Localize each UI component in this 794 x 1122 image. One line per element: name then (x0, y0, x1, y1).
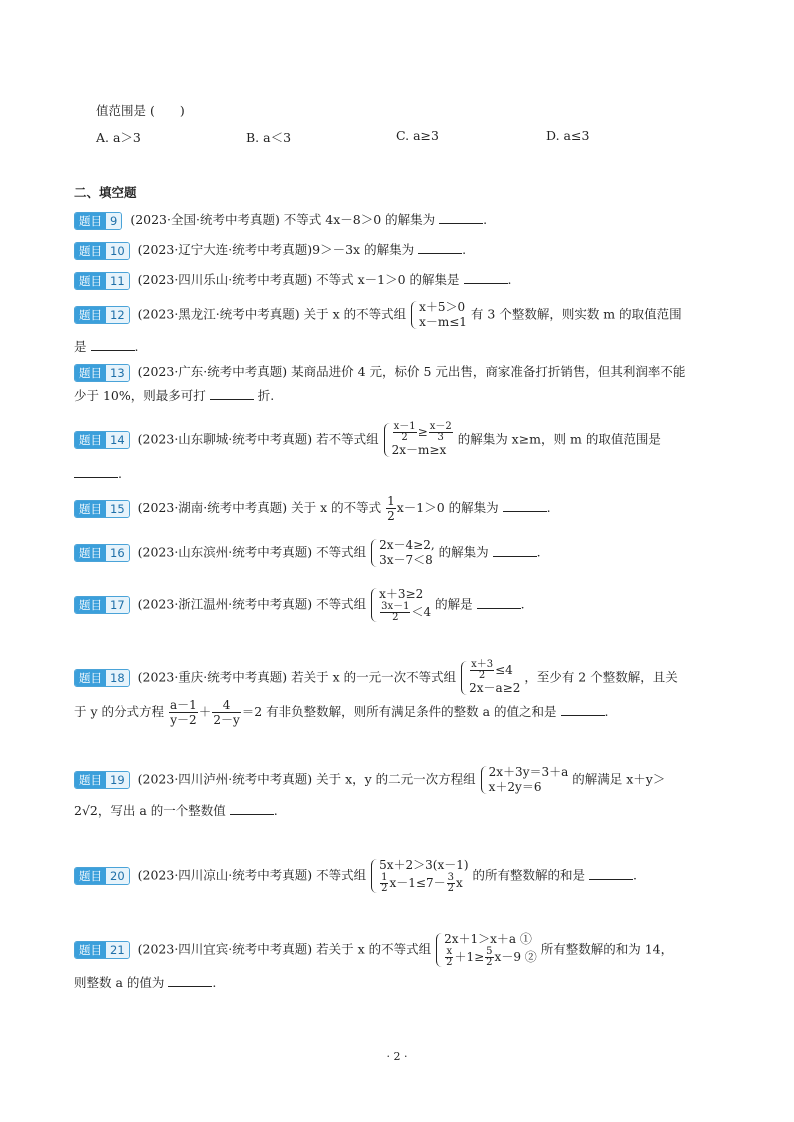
problem-14: 题目 14 (2023·山东聊城·统考中考真题) 若不等式组 $\frac{x-1}{2}$ ≥ $\frac{x-2}{3}$ 2x－m≥x 的解集为 x≥m，则 m 的取值范围是 (74, 422, 661, 458)
fraction-half: $\frac{1}{2}$ (387, 494, 395, 523)
problem-tag: 题目 18 (74, 669, 130, 687)
answer-blank[interactable] (230, 800, 274, 815)
answer-blank[interactable] (168, 972, 212, 987)
fraction: $\frac{a-1}{y-2}$ (170, 698, 197, 727)
answer-blank[interactable] (464, 269, 508, 284)
problem-tag: 题目 11 (74, 272, 130, 290)
option-d: D. a≤3 (546, 128, 590, 143)
answer-blank[interactable] (418, 239, 462, 254)
question-stem-end: 值范围是 ( ) (96, 103, 185, 118)
inequality-system: 2x＋1＞x＋a ① $\frac{x}{2}$ ＋1≥ $\frac{5}{2}$ x－9 ② (435, 932, 537, 968)
problem-tag: 题目 13 (74, 364, 130, 382)
problem-tag: 题目 10 (74, 242, 130, 260)
answer-blank[interactable] (561, 701, 605, 716)
problem-9: 题目 9 (2023·全国·统考中考真题) 不等式 4x－8＞0 的解集为 . (74, 209, 487, 230)
problem-tag: 题目 20 (74, 867, 130, 885)
problem-tag: 题目 17 (74, 596, 130, 614)
problem-13: 题目 13 (2023·广东·统考中考真题) 某商品进价 4 元，标价 5 元出售，商家准备打折销售，但其利润率不能 (74, 363, 685, 382)
problem-tag: 题目 12 (74, 306, 130, 324)
inequality-system: x＋3≥2 $\frac{3x-1}{2}$ ＜4 (370, 587, 431, 623)
answer-blank[interactable] (210, 385, 254, 400)
options-row (96, 128, 656, 146)
problem-11: 题目 11 (2023·四川乐山·统考中考真题) 不等式 x－1＞0 的解集是 . (74, 269, 511, 290)
option-a: A. a＞3 (96, 130, 141, 145)
problem-19: 题目 19 (2023·四川泸州·统考中考真题) 关于 x，y 的二元一次方程组 2x＋3y＝3＋a x＋2y＝6 的解满足 x＋y＞ (74, 765, 665, 795)
problem-17: 题目 17 (2023·浙江温州·统考中考真题) 不等式组 x＋3≥2 $\frac{3x-1}{2}$ ＜4 的解是 . (74, 587, 525, 623)
problem-12: 题目 12 (2023·黑龙江·统考中考真题) 关于 x 的不等式组 x＋5＞0 x－m≤1 有 3 个整数解，则实数 m 的取值范围 (74, 300, 682, 330)
problem-19-cont: 2√2，写出 a 的一个整数值 . (74, 800, 278, 819)
answer-blank[interactable] (477, 594, 521, 609)
problem-20: 题目 20 (2023·四川凉山·统考中考真题) 不等式组 5x＋2＞3(x－1) $\frac{1}{2}$ x－1≤7－ $\frac{3}{2}$ x 的所有整数解的和是 . (74, 858, 637, 894)
problem-tag: 题目 19 (74, 771, 130, 789)
answer-blank[interactable] (74, 463, 118, 478)
answer-blank[interactable] (91, 336, 135, 351)
answer-blank[interactable] (493, 542, 537, 557)
problem-15: 题目 15 (2023·湖南·统考中考真题) 关于 x 的不等式 $\frac{1}{2}$ x－1＞0 的解集为 . (74, 494, 551, 523)
problem-13-cont: 少于 10%，则最多可打 折. (74, 385, 274, 404)
inequality-system: $\frac{x+3}{2}$ ≤4 2x－a≥2 (460, 660, 520, 696)
problem-16: 题目 16 (2023·山东滨州·统考中考真题) 不等式组 2x－4≥2, 3x－7＜8 的解集为 . (74, 538, 541, 568)
option-b: B. a＜3 (246, 130, 292, 145)
section-title: 二、填空题 (74, 185, 137, 200)
inequality-system: 5x＋2＞3(x－1) $\frac{1}{2}$ x－1≤7－ $\frac{3}{2}$ x (370, 858, 468, 894)
equation-system: 2x＋3y＝3＋a x＋2y＝6 (480, 765, 569, 795)
problem-18: 题目 18 (2023·重庆·统考中考真题) 若关于 x 的一元一次不等式组 $\frac{x+3}{2}$ ≤4 2x－a≥2 ，至少有 2 个整数解，且关 (74, 660, 678, 696)
problem-tag: 题目 16 (74, 544, 130, 562)
problem-10: 题目 10 (2023·辽宁大连·统考中考真题)9＞－3x 的解集为 . (74, 239, 466, 260)
option-c: C. a≥3 (396, 128, 439, 143)
fraction: $\frac{4}{2-y}$ (213, 698, 240, 727)
problem-18-cont: 于 y 的分式方程 $\frac{a-1}{y-2}$ ＋ $\frac{4}{2-y}$ ＝2 有非负整数解，则所有满足条件的整数 a 的值之和是 . (74, 698, 609, 727)
answer-blank[interactable] (589, 865, 633, 880)
problem-12-cont: 是 . (74, 336, 138, 355)
inequality-system: x＋5＞0 x－m≤1 (410, 300, 467, 330)
problem-tag: 题目 15 (74, 500, 130, 518)
inequality-system: $\frac{x-1}{2}$ ≥ $\frac{x-2}{3}$ 2x－m≥x (383, 422, 454, 458)
answer-blank[interactable] (439, 209, 483, 224)
problem-tag: 题目 14 (74, 431, 130, 449)
problem-14-cont: . (74, 463, 122, 481)
page-number: · 2 · (386, 1050, 408, 1063)
problem-tag: 题目 9 (74, 212, 122, 230)
problem-21: 题目 21 (2023·四川宜宾·统考中考真题) 若关于 x 的不等式组 2x＋1＞x＋a ① $\frac{x}{2}$ ＋1≥ $\frac{5}{2}$ x－9 ② 所有整数解的和为 14， (74, 932, 673, 968)
problem-21-cont: 则整数 a 的值为 . (74, 972, 216, 991)
problem-tag: 题目 21 (74, 941, 130, 959)
answer-blank[interactable] (503, 497, 547, 512)
inequality-system: 2x－4≥2, 3x－7＜8 (370, 538, 435, 568)
